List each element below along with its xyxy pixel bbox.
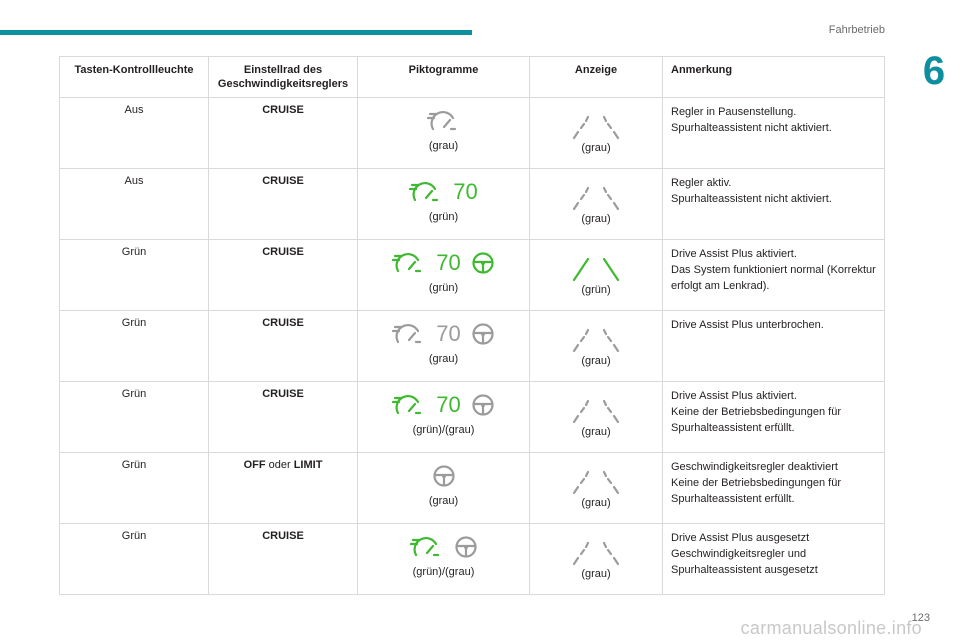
note-cell: [663, 311, 885, 382]
pictogram-caption: (grau): [428, 353, 459, 365]
display-cell: [530, 169, 663, 240]
header-note: Anmerkung: [663, 57, 885, 98]
note-cell: [663, 453, 885, 524]
wheel-text: oder: [265, 459, 294, 471]
pictogram-cell: [358, 453, 530, 524]
steering-wheel-icon: [454, 535, 478, 559]
wheel-text: OFF: [243, 459, 266, 471]
pictogram-cell: [358, 382, 530, 453]
display-lanes: [538, 327, 654, 353]
note-line: Spurhalteassistent nicht aktiviert.: [671, 193, 832, 205]
speed-value: 70: [436, 250, 461, 275]
wheel-setting: [209, 98, 358, 169]
display-cell: [530, 98, 663, 169]
display-caption: (grau): [581, 568, 611, 580]
display-lanes: [538, 398, 654, 424]
pictogram-cell: [358, 98, 530, 169]
note-line: Drive Assist Plus ausgesetzt: [671, 532, 810, 544]
cruise-control-icon: [409, 179, 443, 205]
wheel-text: CRUISE: [262, 175, 304, 187]
pictogram: [366, 248, 521, 278]
wheel-setting: [209, 240, 358, 311]
lane-markings-icon: [566, 469, 626, 495]
table-row: [60, 98, 885, 169]
note-line: Drive Assist Plus unterbrochen.: [671, 319, 824, 331]
cruise-control-icon: [392, 392, 426, 418]
lane-markings-icon: [566, 256, 626, 282]
watermark: carmanualsonline.info: [740, 618, 922, 638]
cruise-control-icon: [392, 321, 426, 347]
steering-wheel-icon: [432, 464, 456, 488]
header-picto: Piktogramme: [358, 57, 530, 98]
page-number: 123: [911, 612, 930, 624]
accent-bar: [0, 30, 472, 35]
table-row: [60, 169, 885, 240]
display-caption: (grau): [581, 142, 611, 154]
note-line: Regler in Pausenstellung.: [671, 106, 797, 118]
note-cell: [663, 240, 885, 311]
wheel-text: CRUISE: [262, 388, 304, 400]
cruise-control-icon: [410, 534, 444, 560]
note-cell: [663, 524, 885, 595]
lamp-state: Grün: [60, 240, 209, 311]
wheel-setting: [209, 311, 358, 382]
pictogram: [366, 319, 521, 349]
wheel-text: CRUISE: [262, 317, 304, 329]
display-cell: [530, 524, 663, 595]
note-line: Spurhalteassistent nicht aktiviert.: [671, 122, 832, 134]
lamp-state: Aus: [60, 169, 209, 240]
table-header-row: [60, 57, 885, 98]
table-row: [60, 311, 885, 382]
note-cell: [663, 382, 885, 453]
lamp-state: Grün: [60, 524, 209, 595]
note-cell: [663, 98, 885, 169]
display-cell: [530, 311, 663, 382]
pictogram-caption: (grün)/(grau): [412, 424, 475, 436]
note-line: Drive Assist Plus aktiviert.: [671, 390, 797, 402]
steering-wheel-icon: [471, 322, 495, 346]
lamp-state: Grün: [60, 382, 209, 453]
lamp-state: Grün: [60, 453, 209, 524]
table-row: [60, 453, 885, 524]
wheel-setting: [209, 169, 358, 240]
wheel-setting: [209, 453, 358, 524]
wheel-setting: [209, 382, 358, 453]
pictogram: [366, 390, 521, 420]
pictogram-caption: (grau): [428, 495, 459, 507]
lane-markings-icon: [566, 398, 626, 424]
note-line: Keine der Betriebsbedingungen für Spurhalteassistent erfüllt.: [671, 406, 842, 434]
header-lamp: Tasten-Kontrollleuchte: [60, 57, 209, 98]
pictogram-cell: [358, 524, 530, 595]
note-line: Geschwindigkeitsregler und Spurhalteassistent ausgesetzt: [671, 548, 818, 576]
pictogram-caption: (grün): [428, 282, 459, 294]
note-line: Geschwindigkeitsregler deaktiviert: [671, 461, 838, 473]
wheel-text: CRUISE: [262, 530, 304, 542]
note-line: Keine der Betriebsbedingungen für Spurhalteassistent erfüllt.: [671, 477, 842, 505]
pictogram-caption: (grün): [428, 211, 459, 223]
display-cell: [530, 382, 663, 453]
wheel-text: CRUISE: [262, 104, 304, 116]
pictogram-caption: (grün)/(grau): [412, 566, 475, 578]
display-caption: (grau): [581, 355, 611, 367]
note-line: Regler aktiv.: [671, 177, 732, 189]
cruise-control-icon: [392, 250, 426, 276]
display-caption: (grau): [581, 426, 611, 438]
pictogram-cell: [358, 311, 530, 382]
display-lanes: [538, 469, 654, 495]
steering-wheel-icon: [471, 393, 495, 417]
indicator-table: [59, 56, 885, 595]
pictogram: [366, 532, 521, 562]
display-lanes: [538, 185, 654, 211]
display-lanes: [538, 114, 654, 140]
steering-wheel-icon: [471, 251, 495, 275]
lane-markings-icon: [566, 185, 626, 211]
note-cell: [663, 169, 885, 240]
display-cell: [530, 453, 663, 524]
display-caption: (grün): [581, 284, 611, 296]
wheel-text: LIMIT: [293, 459, 323, 471]
table-row: [60, 240, 885, 311]
chapter-tab: 6: [908, 40, 960, 102]
table-row: [60, 524, 885, 595]
note-line: Drive Assist Plus aktiviert.: [671, 248, 797, 260]
pictogram-cell: [358, 240, 530, 311]
cruise-control-icon: [427, 108, 461, 134]
lamp-state: Aus: [60, 98, 209, 169]
display-lanes: [538, 540, 654, 566]
wheel-text: CRUISE: [262, 246, 304, 258]
pictogram: [366, 106, 521, 136]
header-display: Anzeige: [530, 57, 663, 98]
speed-value: 70: [453, 179, 478, 204]
lane-markings-icon: [566, 327, 626, 353]
header-wheel: Einstellrad des Geschwindigkeitsreglers: [209, 57, 358, 98]
display-lanes: [538, 256, 654, 282]
pictogram-caption: (grau): [428, 140, 459, 152]
lane-markings-icon: [566, 540, 626, 566]
pictogram-cell: [358, 169, 530, 240]
lamp-state: Grün: [60, 311, 209, 382]
speed-value: 70: [436, 392, 461, 417]
wheel-setting: [209, 524, 358, 595]
display-caption: (grau): [581, 497, 611, 509]
pictogram: [366, 177, 521, 207]
section-title: Fahrbetrieb: [828, 24, 885, 36]
display-caption: (grau): [581, 213, 611, 225]
note-line: Das System funktioniert normal (Korrektur erfolgt am Lenkrad).: [671, 264, 876, 292]
display-cell: [530, 240, 663, 311]
speed-value: 70: [436, 321, 461, 346]
lane-markings-icon: [566, 114, 626, 140]
pictogram: [366, 461, 521, 491]
table-row: [60, 382, 885, 453]
